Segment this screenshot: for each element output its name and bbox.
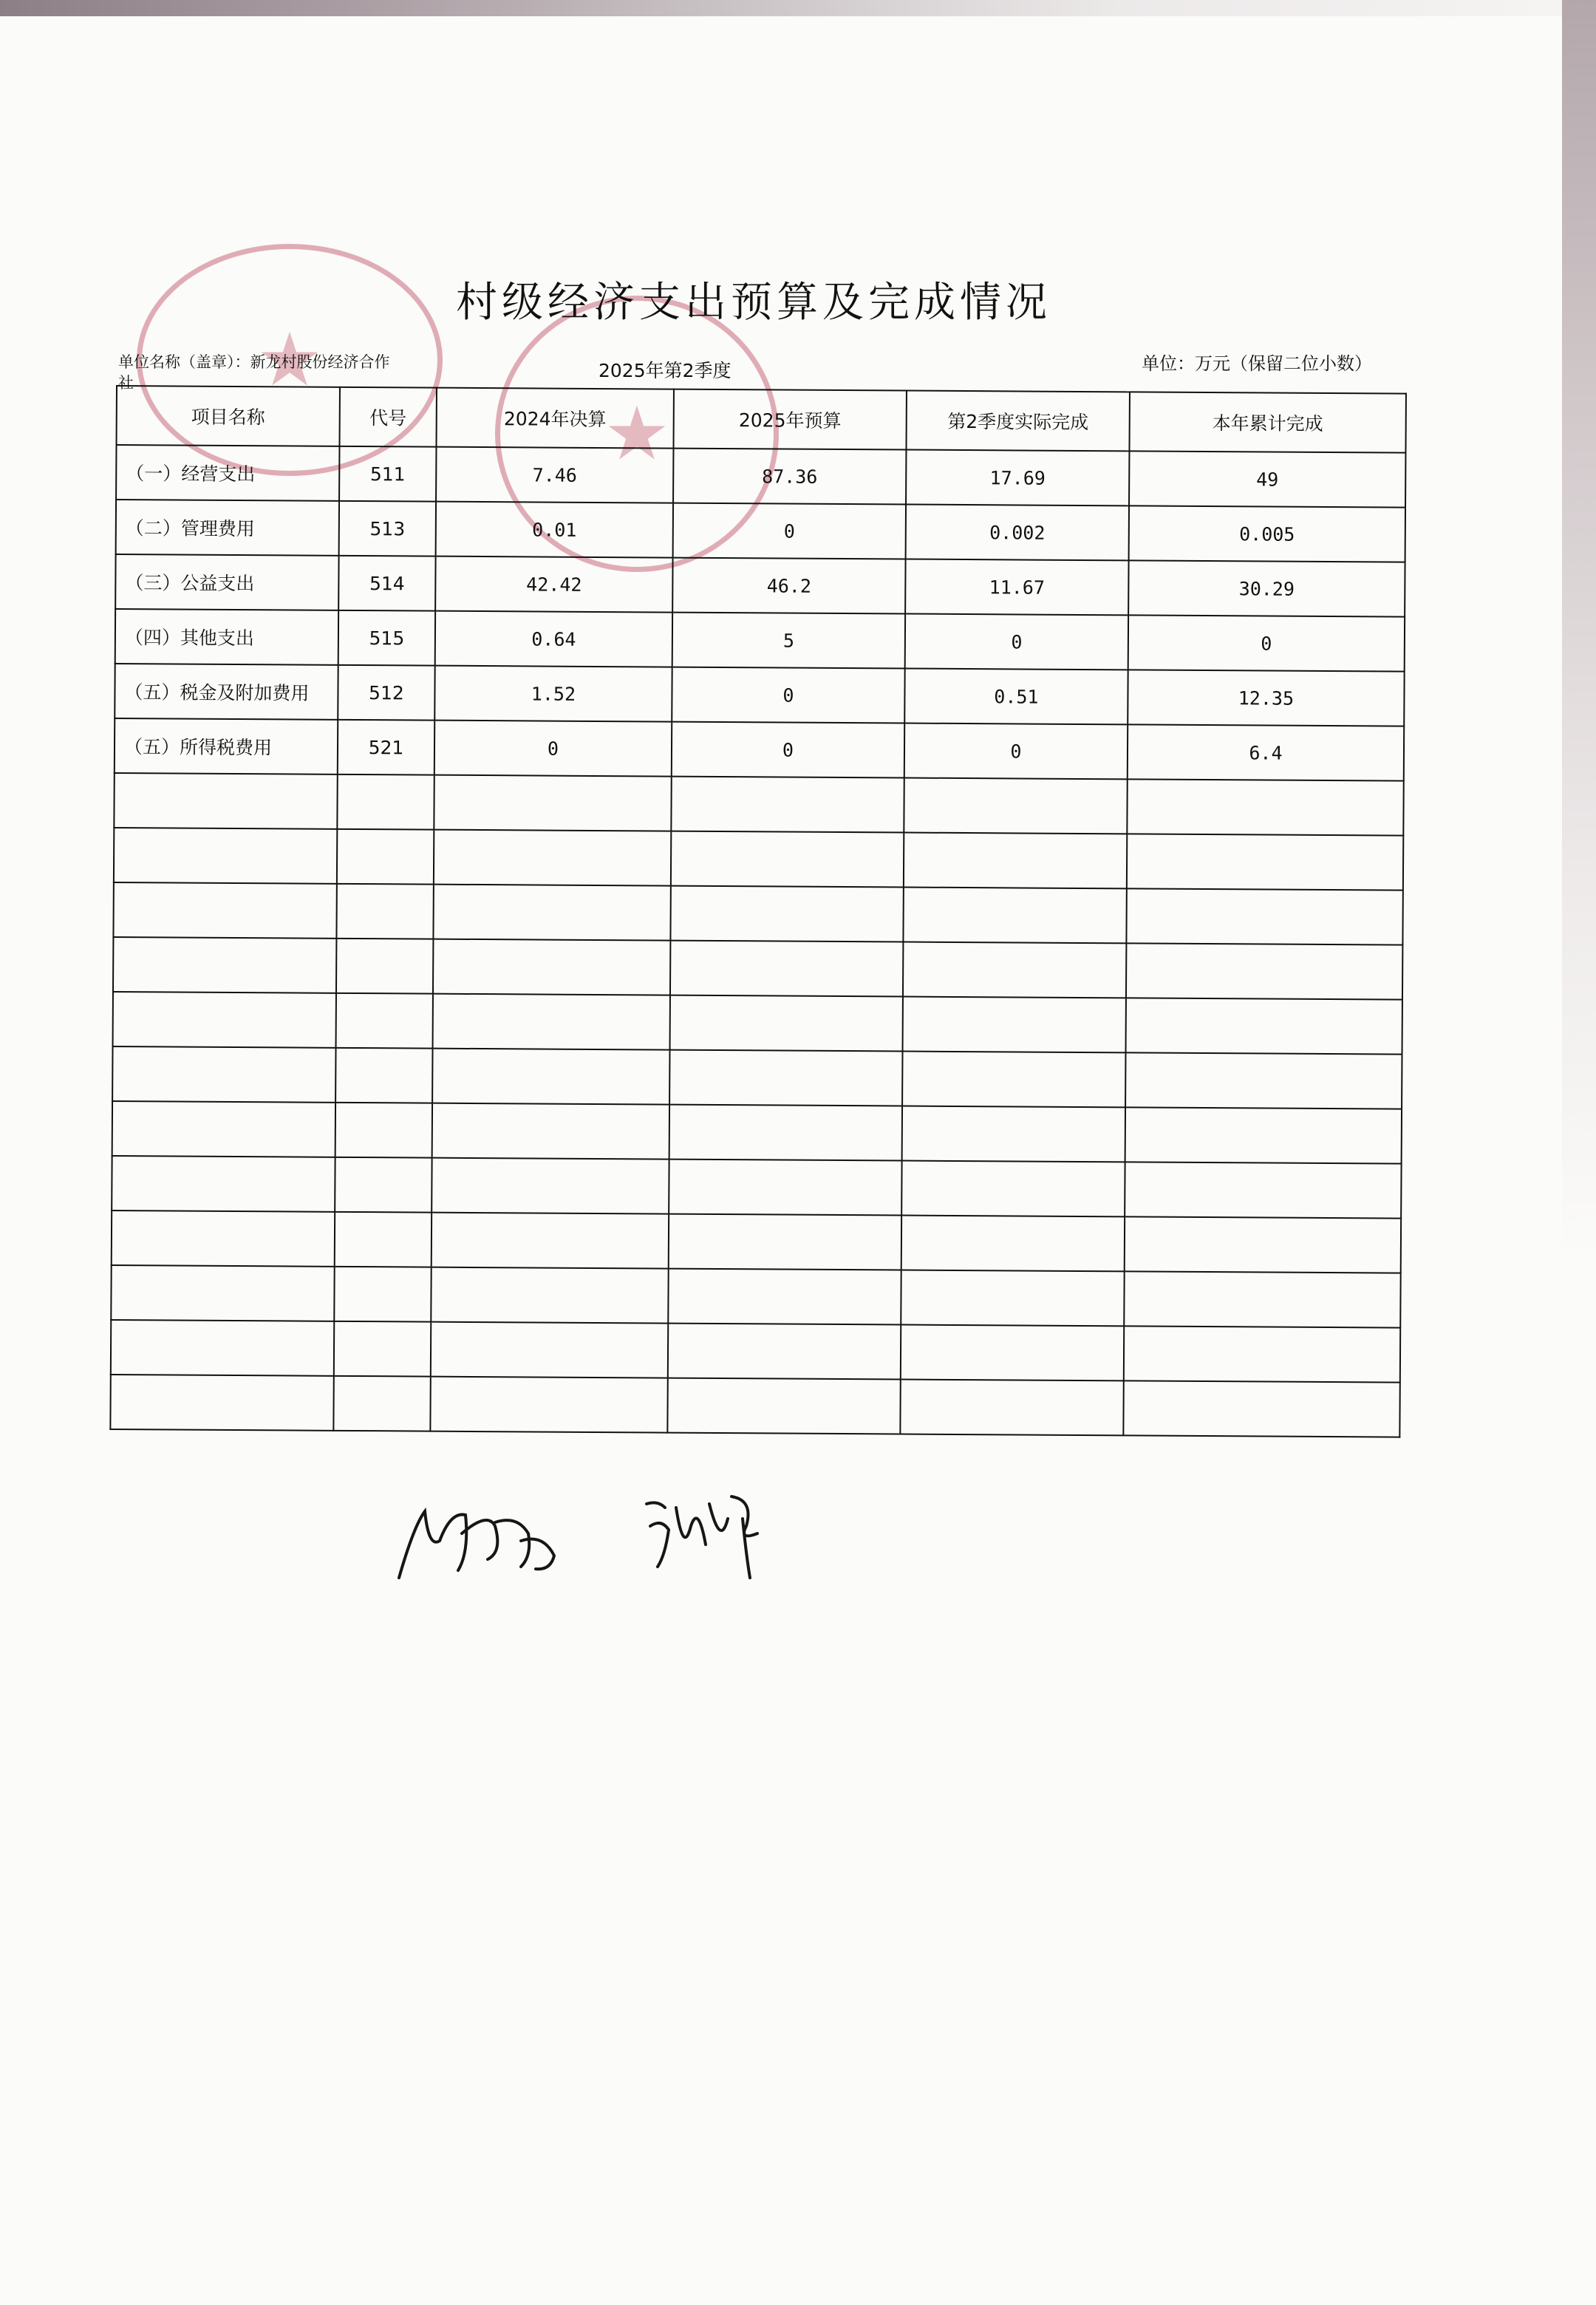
cell-2025-budget: 0 [672,667,904,723]
cell-item-name [112,1156,335,1212]
table-row [115,609,1405,672]
cell-code [335,1048,432,1103]
cell-item-name: （四）其他支出 [115,609,338,665]
cell-ytd-total: 0.005 [1129,505,1405,562]
cell-item-name [112,1046,335,1103]
cell-q2-actual [901,1325,1124,1381]
table-row [113,992,1402,1055]
header-2024-final: 2024年决算 [436,388,673,449]
table-row [111,1320,1400,1383]
cell-2024-final [434,830,671,886]
cell-2024-final [433,885,670,941]
cell-q2-actual [902,1106,1125,1162]
cell-item-name: （五）所得税费用 [115,718,338,774]
cell-2025-budget [669,1105,902,1161]
cell-2025-budget: 0 [672,722,904,778]
unit-label: 单位：万元（保留二位小数） [1142,353,1372,374]
cell-2025-budget [667,1378,900,1434]
table-row [114,773,1403,836]
cell-ytd-total [1125,1162,1401,1218]
cell-item-name [112,1211,335,1267]
header-q2-actual: 第2季度实际完成 [906,391,1129,452]
unit-name: 单位名称（盖章）：新龙村股份经济合作社 [118,353,390,392]
seal-star-icon: ★ [256,316,323,403]
table-row [116,500,1405,562]
cell-ytd-total: 49 [1129,451,1405,507]
table-row [112,1211,1401,1273]
reporting-period: 2025年第2季度 [598,360,732,381]
cell-2025-budget [668,1324,901,1380]
cell-ytd-total [1125,1107,1402,1163]
cell-ytd-total [1127,779,1403,835]
cell-item-name [111,1320,334,1376]
cell-item-name [111,1265,334,1321]
cell-2025-budget: 87.36 [673,449,906,505]
cell-2024-final [432,1049,669,1105]
table-row [113,882,1402,945]
cell-code [335,1103,432,1158]
cell-item-name [113,882,336,939]
cell-2024-final [433,939,670,995]
cell-q2-actual: 0 [904,723,1128,780]
cell-2024-final: 0.64 [435,611,672,667]
cell-2024-final: 7.46 [436,447,673,503]
cell-2024-final [432,1103,669,1160]
cell-ytd-total [1124,1271,1400,1327]
cell-item-name: （一）经营支出 [116,445,339,501]
cell-q2-actual [901,1270,1124,1327]
table-header-row [117,386,1406,453]
cell-ytd-total [1125,1052,1402,1109]
cell-q2-actual: 17.69 [906,450,1129,506]
cell-item-name: （五）税金及附加费用 [115,664,338,720]
cell-code: 513 [339,501,436,556]
cell-item-name [113,992,336,1048]
table-row [111,1265,1400,1328]
cell-q2-actual [901,1216,1125,1272]
cell-code: 511 [339,446,436,502]
cell-item-name: （二）管理费用 [116,500,339,556]
cell-2024-final [432,1213,669,1269]
table-row [112,1101,1402,1164]
paper-edge-top [0,0,1596,16]
cell-2024-final [434,775,671,831]
cell-code: 521 [338,720,434,775]
table-row [116,445,1405,508]
header-2025-budget: 2025年预算 [673,389,906,450]
cell-ytd-total [1123,1380,1399,1437]
cell-q2-actual: 11.67 [905,559,1128,616]
header-item-name: 项目名称 [117,386,340,446]
cell-q2-actual [904,833,1127,889]
cell-2024-final [431,1267,668,1324]
cell-code [336,884,433,939]
seal-star-icon: ★ [604,390,670,477]
table-row [110,1375,1399,1437]
cell-2025-budget [668,1269,901,1325]
cell-2025-budget [671,777,904,833]
header-ytd-total: 本年累计完成 [1129,392,1405,452]
cell-item-name: （三）公益支出 [115,554,338,610]
cell-2025-budget: 0 [673,503,906,559]
cell-ytd-total [1125,1216,1401,1273]
cell-2024-final: 0 [434,721,672,777]
cell-q2-actual [901,1161,1125,1217]
cell-item-name [114,773,337,829]
cell-code [334,1267,431,1322]
cell-2025-budget [670,886,903,942]
cell-2024-final [432,1158,669,1214]
table-row [115,554,1405,617]
table-row [115,718,1404,781]
header-code: 代号 [339,387,436,447]
cell-2025-budget [669,1214,901,1270]
cell-code [333,1376,430,1431]
table-row [113,937,1402,1000]
cell-ytd-total [1126,998,1402,1054]
cell-2025-budget [671,831,904,888]
cell-code [334,1321,431,1377]
table-row [112,1156,1401,1219]
cell-code [337,774,434,830]
cell-ytd-total: 0 [1128,615,1405,671]
cell-q2-actual [903,888,1126,944]
cell-2025-budget: 5 [672,613,905,669]
cell-2024-final [431,1322,668,1378]
cell-ytd-total [1126,888,1402,944]
cell-2024-final: 0.01 [436,502,673,558]
expenditure-table [109,385,1407,1438]
cell-q2-actual: 0.002 [906,505,1129,561]
cell-ytd-total [1127,834,1403,890]
cell-2025-budget [670,995,903,1052]
cell-2025-budget [669,1160,901,1216]
cell-q2-actual [904,778,1127,834]
cell-q2-actual: 0.51 [904,669,1128,725]
cell-2025-budget [669,1050,902,1106]
cell-2024-final [433,994,670,1050]
cell-code [335,1157,432,1213]
cell-2025-budget [670,941,903,997]
cell-code [335,1212,432,1267]
cell-code [336,939,433,994]
cell-q2-actual [900,1380,1123,1436]
cell-ytd-total [1126,943,1402,999]
cell-item-name [110,1375,333,1431]
cell-item-name [113,937,336,993]
cell-code: 515 [338,610,435,666]
table-row [115,664,1404,726]
cell-code: 514 [338,556,435,611]
cell-code [336,993,433,1049]
paper-edge-right [1562,0,1596,1256]
table-row [112,1046,1402,1109]
cell-ytd-total [1124,1326,1400,1382]
signature-2 [635,1474,783,1585]
cell-q2-actual [903,997,1126,1053]
table-row [114,828,1403,891]
cell-code [337,829,434,885]
cell-2024-final: 42.42 [435,556,672,613]
signature-1 [384,1482,569,1593]
cell-ytd-total: 30.29 [1128,560,1405,616]
cell-q2-actual: 0 [905,614,1128,670]
cell-ytd-total: 12.35 [1128,670,1404,726]
cell-item-name [114,828,337,884]
document-title: 村级经济支出预算及完成情况 [456,279,1051,327]
cell-2025-budget: 46.2 [672,558,905,614]
cell-2024-final [430,1377,667,1433]
cell-item-name [112,1101,335,1157]
cell-code: 512 [338,665,434,721]
cell-q2-actual [902,1052,1125,1108]
cell-2024-final: 1.52 [434,666,672,722]
cell-ytd-total: 6.4 [1128,724,1404,780]
cell-q2-actual [903,942,1126,998]
